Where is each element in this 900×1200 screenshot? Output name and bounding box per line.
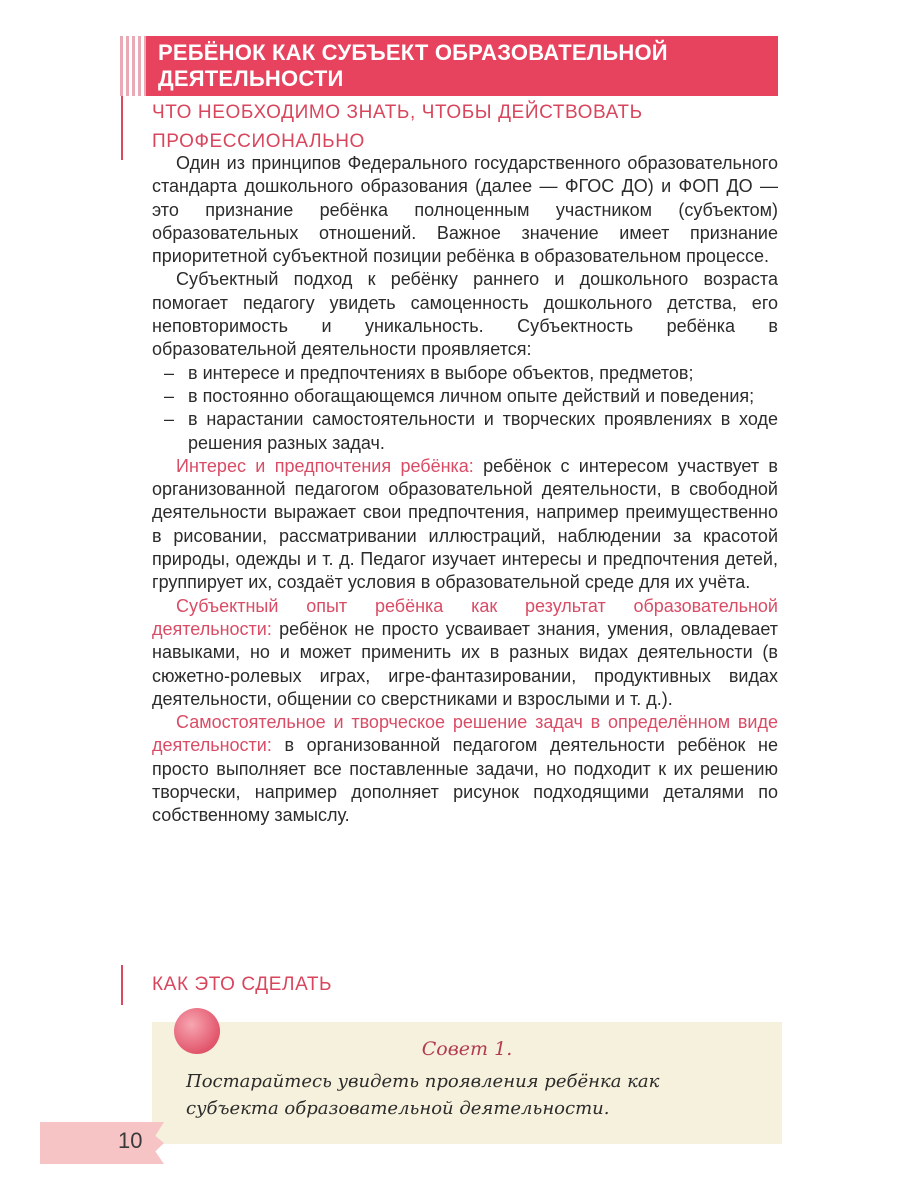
list-item: – в нарастании самостоятельности и творческих проявлениях в ходе решения разных задач. xyxy=(152,408,778,455)
page-number-tab xyxy=(40,1122,164,1164)
main-text xyxy=(152,152,778,828)
header-stripes xyxy=(120,36,146,96)
section-marker-line xyxy=(121,965,123,1005)
paragraph-text: ребёнок не просто усваивает знания, умения, овладевает навыками, но и может применить их в разных видах деятельности (в сюжетно-ролевых играх, игре-фантазировании, продуктивных видах деятельности, общении со сверстниками и взрослыми и т. д.). xyxy=(152,618,778,709)
paragraph: Субъектный подход к ребёнку раннего и дошкольного возраста помогает педагогу увидеть самоценность дошкольного детства, его неповторимость и уникальность. Субъектность ребёнка в образовательной деятельности проявляется: xyxy=(152,269,778,360)
list-item: – в постоянно обогащающемся личном опыте действий и поведения; xyxy=(152,385,778,408)
section-heading-howto: КАК ЭТО СДЕЛАТЬ xyxy=(152,974,333,995)
pin-circle-icon xyxy=(174,1008,220,1054)
section-heading-know: ЧТО НЕОБХОДИМО ЗНАТЬ, ЧТОБЫ ДЕЙСТВОВАТЬ ПРОФЕССИОНАЛЬНО xyxy=(152,102,643,152)
highlighted-term: Интерес и предпочтения ребёнка: xyxy=(176,455,474,476)
advice-text: Постарайтесь увидеть проявления ребёнка как субъекта образовательной деятельности. xyxy=(186,1071,660,1119)
advice-note xyxy=(152,1022,782,1144)
chapter-header xyxy=(146,36,778,96)
advice-title: Совет 1. xyxy=(421,1038,513,1060)
page-number: 10 xyxy=(118,1128,143,1153)
bullet-list xyxy=(152,362,778,455)
highlighted-term: Самостоятельное и творческое решение задач в определённом виде деятельности: xyxy=(152,712,778,756)
paragraph xyxy=(152,455,778,595)
highlighted-term: Субъектный опыт ребёнка как результат образовательной деятельности: xyxy=(152,595,778,639)
paragraph xyxy=(152,711,778,827)
paragraph xyxy=(152,595,778,711)
chapter-title: РЕБЁНОК КАК СУБЪЕКТ ОБРАЗОВАТЕЛЬНОЙ ДЕЯТЕЛЬНОСТИ xyxy=(158,40,668,91)
paragraph-text: ребёнок с интересом участвует в организованной педагогом образовательной деятельности, в свободной деятельности выражает свои предпочтения, например преимущественно в рисовании, рассматривании иллюстраций, наблюдении за красотой природы, одежды и т. д. Педагог изучает интересы и предпочтения детей, группирует их, создаёт условия в образовательной среде для их учёта. xyxy=(152,455,778,593)
paragraph-text: в организованной педагогом деятельности ребёнок не просто выполняет все поставленные задачи, но подходит к их решению творчески, например дополняет рисунок подходящими деталями по собственному замыслу. xyxy=(152,735,778,826)
list-item: – в интересе и предпочтениях в выборе объектов, предметов; xyxy=(152,362,778,385)
paragraph: Один из принципов Федерального государственного образовательного стандарта дошкольного образования (далее — ФГОС ДО) и ФОП ДО — это признание ребёнка полноценным участником (субъектом) образовательных отношений. Важное значение имеет признание приоритетной субъектной позиции ребёнка в образовательном процессе. xyxy=(152,153,778,267)
section-marker-line xyxy=(121,96,123,160)
